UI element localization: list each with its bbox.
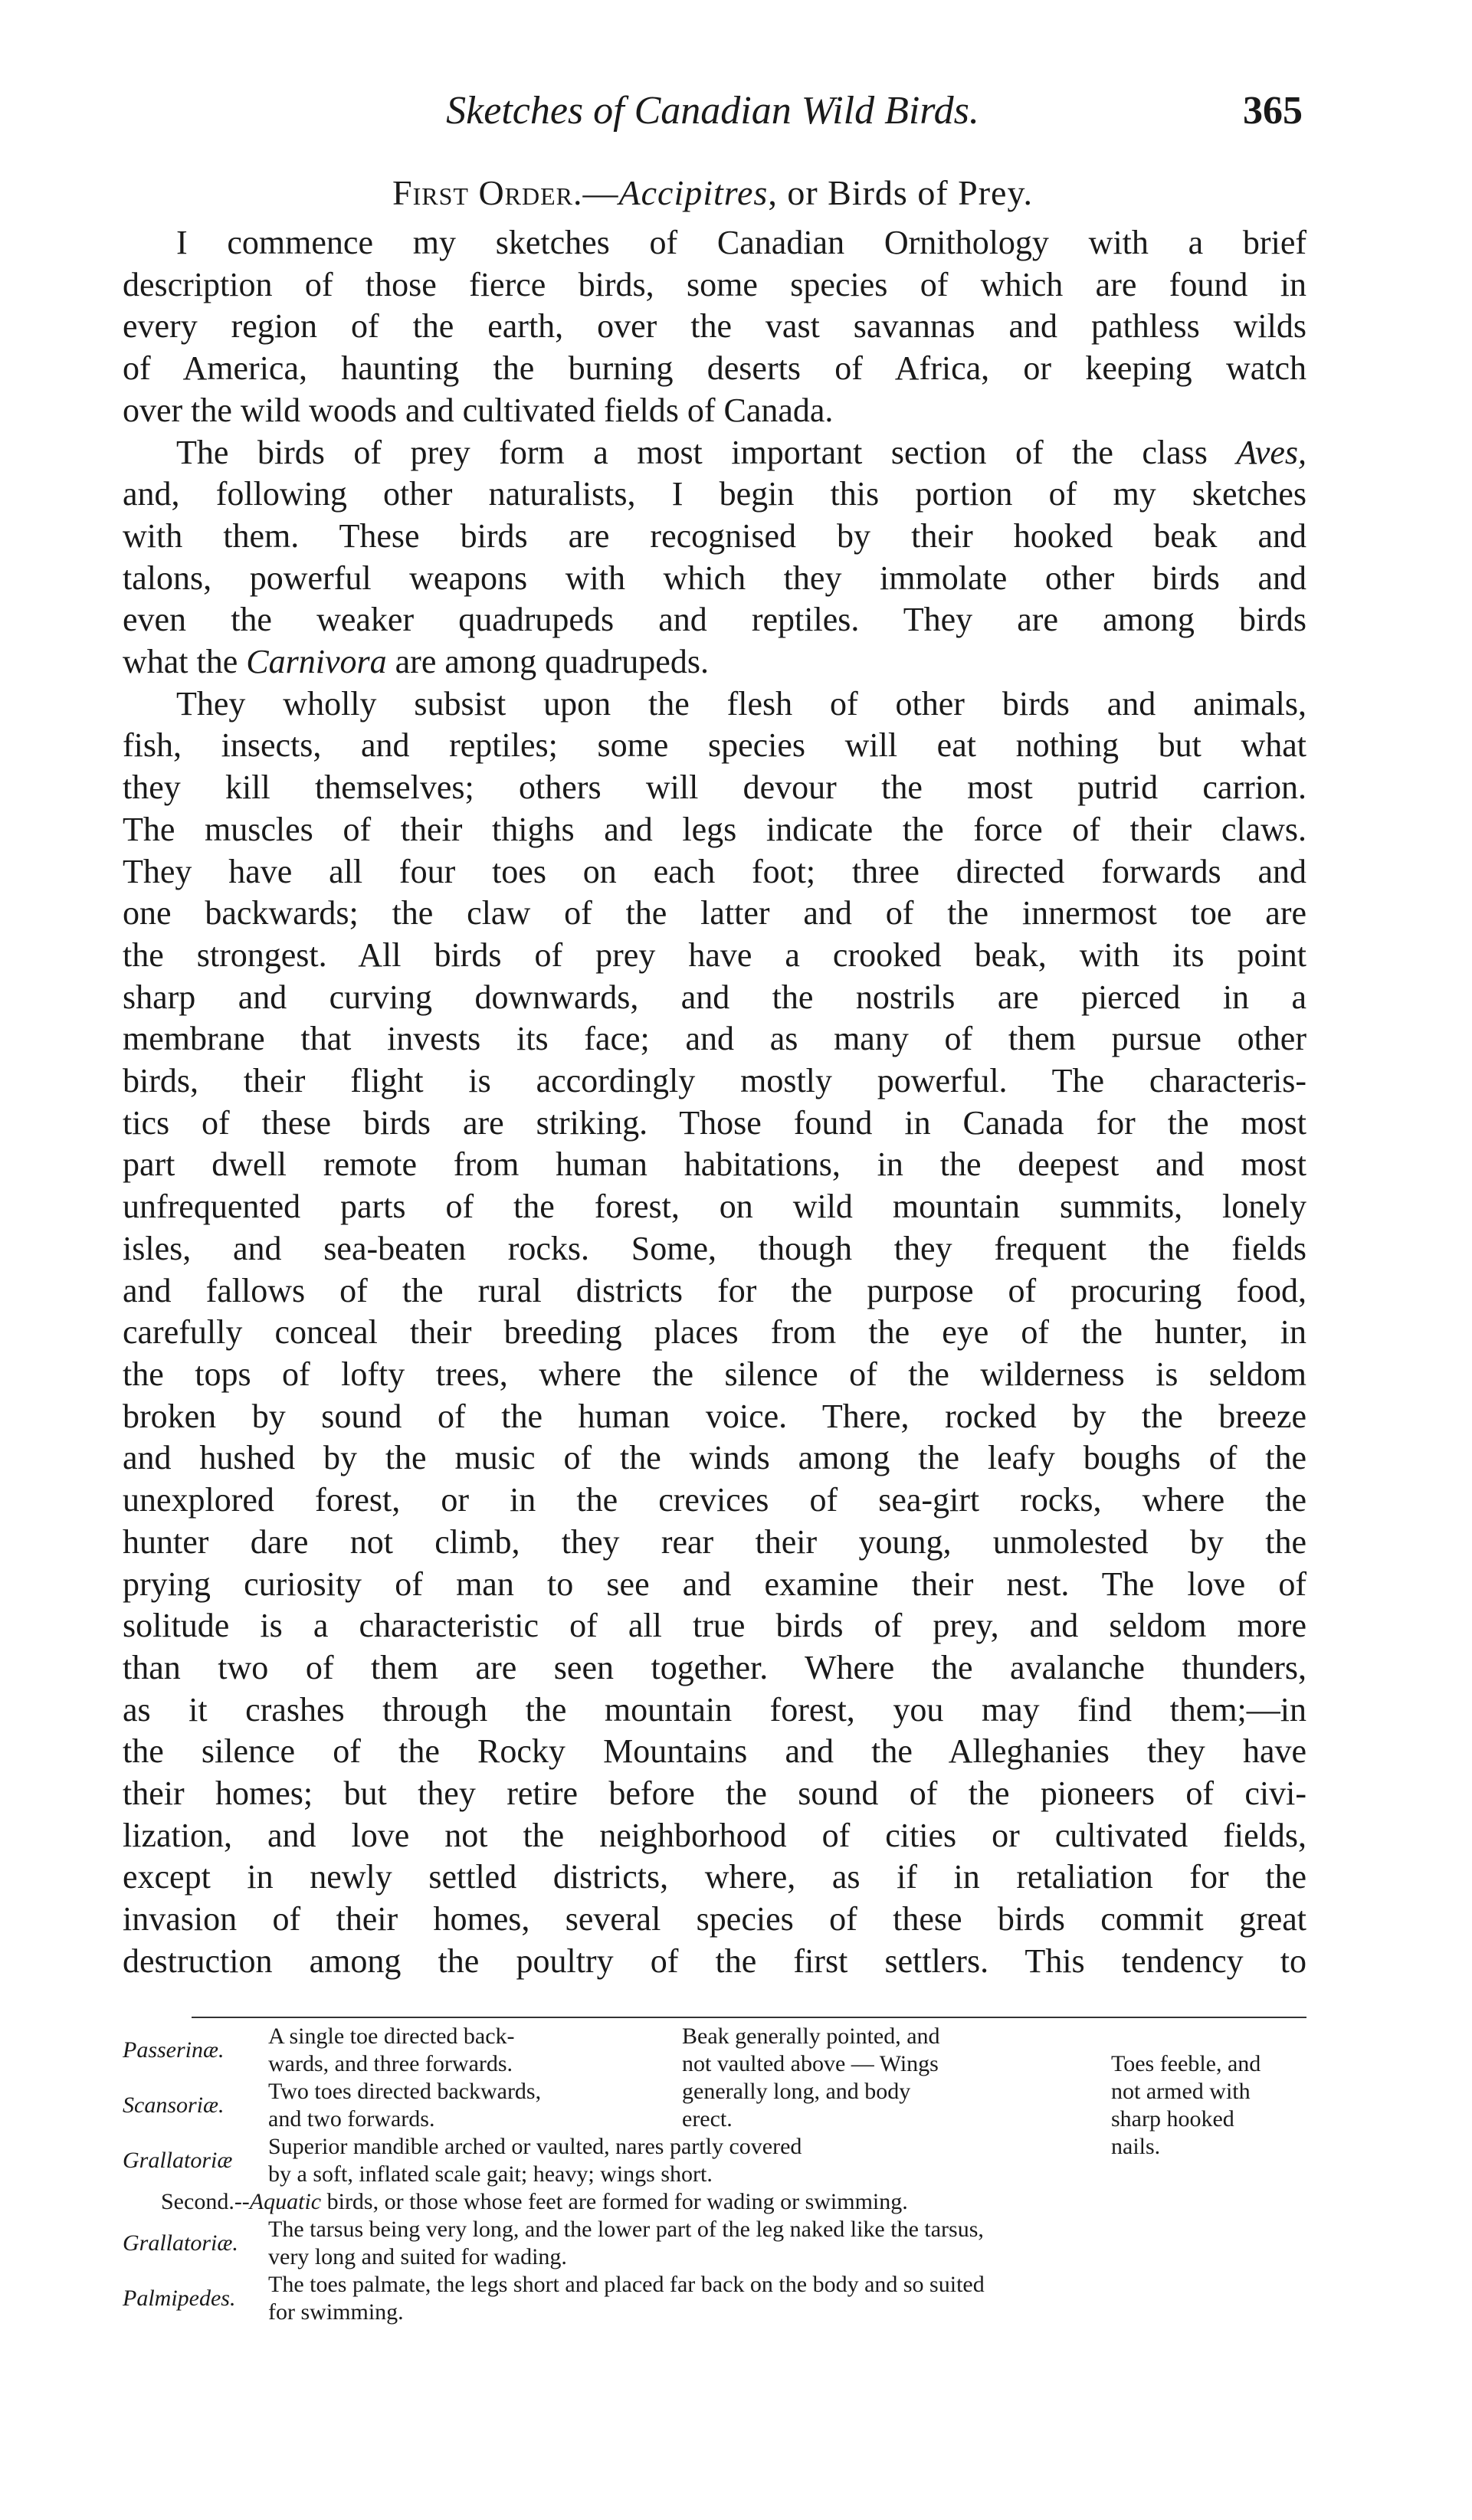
text-line: over the wild woods and cultivated fields of Canada. <box>123 391 834 429</box>
footnote-row-palmipedes <box>123 2271 1306 2326</box>
text-line: membrane that invests its face; and as many of them pursue other <box>123 1020 1306 1058</box>
second-order-heading: Second.--Aquatic birds, or those whose feet are formed for wading or swimming. <box>161 2189 908 2214</box>
footnote-label: Grallatoriæ. <box>123 2230 238 2256</box>
text-line: tics of these birds are striking. Those found in Canada for the most <box>123 1103 1306 1142</box>
footnote-rule <box>192 2017 1306 2018</box>
text-line: lization, and love not the neighborhood of cities or cultivated fields, <box>123 1816 1306 1854</box>
footnote-col: Beak generally pointed, and not vaulted above — Wings <box>682 2024 940 2076</box>
text-line: They have all four toes on each foot; three directed forwards and <box>123 852 1306 890</box>
text-line: unexplored forest, or in the crevices of sea-girt rocks, where the <box>123 1481 1306 1519</box>
text-line: and fallows of the rural districts for the purpose of procuring food, <box>123 1271 1306 1309</box>
text-line: solitude is a characteristic of all true birds of prey, and seldom more <box>123 1607 1306 1645</box>
footnote-col: Superior mandible arched or vaulted, nares partly covered by a soft, inflated scale gait; heavy; wings short. <box>268 2134 802 2187</box>
footnote-label: Scansoriæ. <box>123 2092 225 2118</box>
footnote-row-grallatoriae-second <box>123 2216 1306 2271</box>
text-line: They wholly subsist upon the flesh of other birds and animals, <box>176 684 1306 723</box>
text-line: of America, haunting the burning deserts of Africa, or keeping watch <box>123 349 1306 388</box>
class-aves: Aves, <box>1236 433 1307 471</box>
footnote-row-scansoriae <box>123 2078 1306 2133</box>
text-line: prying curiosity of man to see and examine their nest. The love of <box>123 1565 1306 1603</box>
text-line: broken by sound of the human voice. There, rocked by the breeze <box>123 1397 1306 1435</box>
text-line: The birds of prey form a most important section of the class Aves, <box>176 433 1307 471</box>
text-line: description of those fierce birds, some species of which are found in <box>123 265 1306 303</box>
text-line: invasion of their homes, several species of these birds commit great <box>123 1900 1306 1938</box>
footnote-col: Toes feeble, and <box>1111 2051 1261 2076</box>
body-text <box>123 222 1306 1983</box>
text-line: birds, their flight is accordingly mostly powerful. The characteris- <box>123 1062 1306 1100</box>
page-number: 365 <box>1243 89 1303 133</box>
text-line: even the weaker quadrupeds and reptiles. They are among birds <box>123 601 1306 639</box>
footnote-label: Passerinæ. <box>123 2037 225 2063</box>
footnote-col: The tarsus being very long, and the lower part of the leg naked like the tarsus, very long and suited for wading. <box>268 2217 984 2269</box>
page-header <box>123 88 1303 142</box>
text-line: talons, powerful weapons with which they immolate other birds and <box>123 559 1306 597</box>
text-line: and hushed by the music of the winds among the leafy boughs of the <box>123 1439 1306 1477</box>
text-line: as it crashes through the mountain forest, you may find them;—in <box>123 1690 1306 1729</box>
text-line: the strongest. All birds of prey have a crooked beak, with its point <box>123 936 1306 974</box>
text-line: sharp and curving downwards, and the nostrils are pierced in a <box>123 978 1306 1016</box>
text-line: destruction among the poultry of the first settlers. This tendency to <box>123 1942 1306 1980</box>
footnote-col: nails. <box>1111 2134 1161 2159</box>
text-line: hunter dare not climb, they rear their young, unmolested by the <box>123 1522 1306 1561</box>
text-line: what the Carnivora are among quadrupeds. <box>123 643 709 681</box>
text-line: fish, insects, and reptiles; some species will eat nothing but what <box>123 726 1306 765</box>
footnote-row-grallatoriae <box>123 2133 1306 2188</box>
order-label: First Order. <box>392 173 583 212</box>
text-line: The muscles of their thighs and legs indicate the force of their claws. <box>123 810 1306 848</box>
footnote-col: Two toes directed backwards, and two forwards. <box>268 2079 542 2132</box>
text-line: unfrequented parts of the forest, on wild mountain summits, lonely <box>123 1188 1306 1226</box>
footnote-row-passerinae <box>123 2023 1306 2078</box>
footnote-col: not armed with sharp hooked <box>1111 2079 1251 2132</box>
footnote-label: Palmipedes. <box>123 2286 236 2311</box>
text-line: the silence of the Rocky Mountains and the Alleghanies they have <box>123 1732 1306 1771</box>
heading-dash: — <box>582 173 619 212</box>
text-line: with them. These birds are recognised by their hooked beak and <box>123 516 1306 555</box>
text-line: every region of the earth, over the vast savannas and pathless wilds <box>123 307 1306 346</box>
text-line: part dwell remote from human habitations, in the deepest and most <box>123 1145 1306 1184</box>
text-line: their homes; but they retire before the sound of the pioneers of civi- <box>123 1774 1306 1813</box>
section-heading <box>123 172 1303 213</box>
footnote-label: Grallatoriæ <box>123 2148 233 2173</box>
carnivora-term: Carnivora <box>246 643 387 681</box>
text-line: one backwards; the claw of the latter and of the innermost toe are <box>123 894 1306 932</box>
heading-rest: , or Birds of Prey. <box>768 173 1033 212</box>
text-line: they kill themselves; others will devour the most putrid carrion. <box>123 768 1306 807</box>
text-line: isles, and sea-beaten rocks. Some, though they frequent the fields <box>123 1229 1306 1267</box>
text-line: carefully conceal their breeding places from the eye of the hunter, in <box>123 1313 1306 1352</box>
footnote-col: A single toe directed back- wards, and three forwards. <box>268 2024 515 2076</box>
text-line: the tops of lofty trees, where the silence of the wilderness is seldom <box>123 1355 1306 1393</box>
text-line: I commence my sketches of Canadian Ornithology with a brief <box>176 224 1306 261</box>
order-latin-name: Accipitres <box>618 173 769 212</box>
footnote-col: generally long, and body erect. <box>682 2079 911 2132</box>
text-line: except in newly settled districts, where, as if in retaliation for the <box>123 1858 1306 1896</box>
text-line: than two of them are seen together. Where the avalanche thunders, <box>123 1648 1306 1686</box>
footnote-col: The toes palmate, the legs short and placed far back on the body and so suited for swimming. <box>268 2272 985 2325</box>
text-line: and, following other naturalists, I begin this portion of my sketches <box>123 475 1306 513</box>
running-title: Sketches of Canadian Wild Birds. <box>446 89 979 133</box>
footnotes <box>123 2023 1306 2326</box>
